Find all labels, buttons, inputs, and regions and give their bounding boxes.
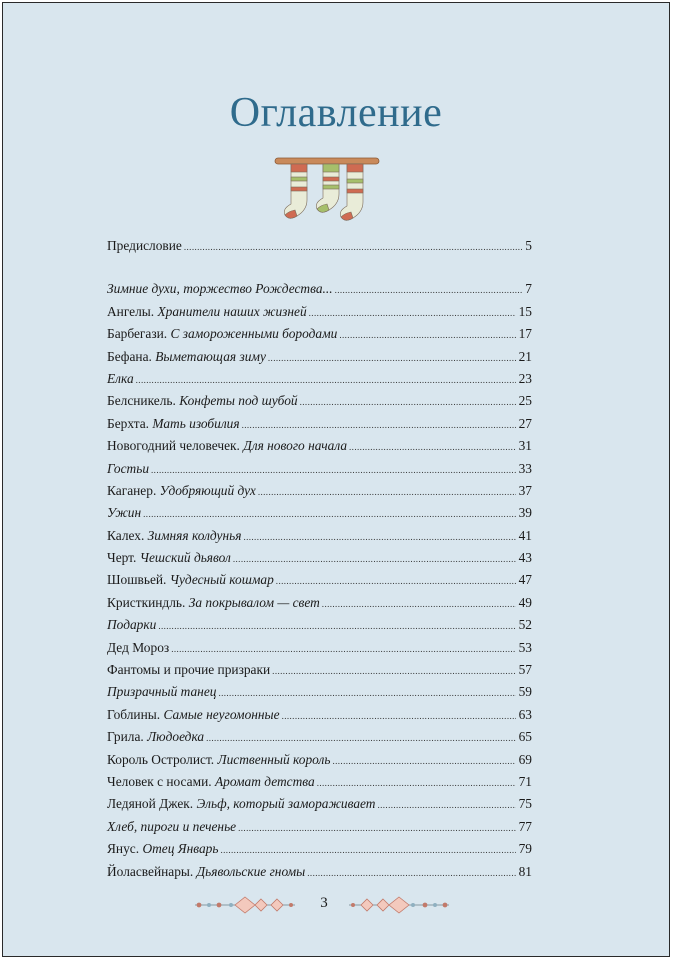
toc-entry-page: 49 [518, 594, 532, 610]
toc-entry-subtitle: Лиственный король [217, 751, 331, 767]
toc-entry-title [107, 547, 231, 569]
dot-leader [335, 278, 523, 301]
toc-entry[interactable] [107, 346, 532, 368]
toc-entry-subtitle: За покрывалом — свет [188, 594, 320, 610]
toc-entry[interactable] [107, 681, 532, 703]
toc-entry-page: 53 [518, 639, 532, 655]
toc-entry-main: Берхта. [107, 415, 149, 431]
toc-entry-title [107, 368, 134, 390]
toc-entry-title [107, 681, 216, 703]
toc-entry-title [107, 637, 169, 659]
toc-entry-title [107, 838, 218, 860]
toc-entry-subtitle: Чудесный кошмар [169, 572, 274, 588]
dot-leader [184, 235, 522, 258]
toc-entry-main: Барбегази. [107, 326, 168, 342]
toc-entry-page: 59 [518, 684, 532, 700]
toc-entry-title [107, 480, 256, 502]
christmas-socks-icon [273, 155, 381, 227]
toc-entry-subtitle: Выметающая зиму [155, 348, 266, 364]
toc-entry[interactable] [107, 390, 532, 412]
toc-entry-title [107, 861, 305, 883]
toc-entry-main: Гостьи [107, 460, 150, 476]
beaded-ornament-icon [193, 895, 297, 915]
toc-entry-title [107, 525, 241, 547]
toc-entry[interactable] [107, 502, 532, 524]
toc-entry-title [107, 569, 274, 591]
toc-entry-title [107, 704, 280, 726]
toc-entry-title [107, 771, 315, 793]
toc-entry[interactable] [107, 816, 532, 838]
dot-leader [220, 838, 515, 861]
toc-entry-main: Новогодний человечек. [107, 438, 240, 454]
toc-entry[interactable] [107, 793, 532, 815]
toc-entry-subtitle: С замороженными бородами [170, 326, 338, 342]
toc-entry[interactable] [107, 659, 532, 681]
page-footer [3, 891, 669, 919]
toc-entry[interactable] [107, 435, 532, 457]
dot-leader [218, 681, 515, 704]
toc-entry-main: Кристкиндль. [107, 594, 186, 610]
toc-entry-subtitle: Удобряющий дух [159, 482, 256, 498]
toc-entry-subtitle: Эльф, который замораживает [196, 796, 376, 812]
toc-entry-main: Ледяной Джек. [107, 796, 194, 812]
dot-leader [206, 726, 516, 749]
dot-leader [276, 569, 516, 592]
toc-entry-subtitle: Аромат детства [214, 773, 315, 789]
toc-entry-subtitle: Самые неугомонные [163, 706, 280, 722]
toc-entry-title [107, 793, 375, 815]
toc-entry-main: Белсникель. [107, 393, 176, 409]
toc-entry[interactable] [107, 480, 532, 502]
dot-leader [322, 592, 516, 615]
toc-entry-page: 63 [518, 706, 532, 722]
dot-leader [339, 323, 515, 346]
toc-entry-main: Предисловие [107, 238, 182, 253]
toc-entry[interactable] [107, 278, 532, 300]
toc-entry-page: 47 [518, 572, 532, 588]
toc-entry-subtitle: Людоедка [147, 729, 205, 745]
toc-entry-title [107, 323, 337, 345]
toc-entry-title [107, 278, 333, 300]
toc-entry[interactable] [107, 547, 532, 569]
toc-entry[interactable] [107, 569, 532, 591]
dot-leader [143, 502, 515, 525]
table-of-contents [107, 235, 532, 883]
toc-entry-title [107, 413, 240, 435]
toc-entry[interactable] [107, 861, 532, 883]
dot-leader [272, 659, 515, 682]
toc-entry-title [107, 816, 236, 838]
toc-entry-page: 23 [518, 370, 532, 386]
toc-entry-page: 27 [518, 415, 532, 431]
dot-leader [158, 614, 515, 637]
toc-entry-subtitle: Для нового начала [243, 438, 348, 454]
dot-leader [307, 861, 515, 884]
toc-entry-page: 52 [518, 617, 532, 633]
toc-entry-subtitle: Хранители наших жизней [157, 303, 307, 319]
toc-entry-main: Гоблины. [107, 706, 161, 722]
beaded-ornament-icon [347, 895, 451, 915]
toc-entry-title [107, 301, 307, 323]
toc-entry-page: 39 [518, 505, 532, 521]
toc-entry-main: Дед Мороз [107, 639, 170, 655]
toc-entry-page: 71 [518, 773, 532, 789]
dot-leader [317, 771, 516, 794]
toc-entry-title [107, 435, 347, 457]
toc-entry[interactable] [107, 525, 532, 547]
toc-entry-page: 77 [518, 818, 532, 834]
toc-entry[interactable] [107, 614, 532, 636]
toc-entry[interactable] [107, 838, 532, 860]
toc-entry-page: 81 [518, 863, 532, 879]
page-title: Оглавление [229, 90, 443, 136]
toc-entry-page: 15 [518, 303, 532, 319]
toc-entry-subtitle: Мать изобилия [152, 415, 240, 431]
dot-leader [258, 480, 516, 503]
dot-leader [377, 793, 515, 816]
toc-entry-title [107, 346, 266, 368]
toc-entry-title [107, 458, 149, 480]
dot-leader [242, 413, 516, 436]
toc-entry-main: Йоласвейнары. [107, 863, 194, 879]
toc-entry-title [107, 235, 182, 257]
dot-leader [238, 816, 515, 839]
toc-entry[interactable] [107, 368, 532, 390]
toc-entry[interactable] [107, 749, 532, 771]
toc-entry-main: Черт. [107, 550, 137, 566]
toc-entry-main: Каганер. [107, 482, 157, 498]
toc-entry-subtitle: Дьявольские гномы [196, 863, 306, 879]
dot-leader [309, 301, 516, 324]
toc-entry-main: Подарки [107, 617, 157, 633]
toc-entry[interactable] [107, 323, 532, 345]
toc-entry-page: 5 [525, 238, 532, 253]
toc-entry-main: Шошвьей. [107, 572, 167, 588]
dot-leader [349, 435, 516, 458]
toc-entry-title [107, 592, 320, 614]
dot-leader [171, 637, 515, 660]
dot-leader [243, 525, 515, 548]
toc-entry-page: 25 [518, 393, 532, 409]
toc-entry-main: Человек с носами. [107, 773, 212, 789]
toc-entry[interactable] [107, 301, 532, 323]
toc-entry[interactable] [107, 592, 532, 614]
toc-entry-subtitle: Отец Январь [142, 841, 219, 857]
toc-entry-main: Елка [107, 370, 134, 386]
toc-entry-page: 75 [518, 796, 532, 812]
toc-entry[interactable] [107, 235, 532, 257]
page-number: 3 [320, 895, 328, 911]
toc-entry[interactable] [107, 413, 532, 435]
toc-entry-subtitle: Зимняя колдунья [147, 527, 242, 543]
toc-entry-main: Фантомы и прочие призраки [107, 662, 271, 678]
toc-entry-main: Король Остролист. [107, 751, 215, 767]
toc-entry-page: 33 [518, 460, 532, 476]
toc-entry-main: Хлеб, пироги и печенье [107, 818, 237, 834]
toc-entry-title [107, 502, 141, 524]
toc-entry-page: 69 [518, 751, 532, 767]
toc-entry[interactable] [107, 726, 532, 748]
toc-entry-page: 65 [518, 729, 532, 745]
toc-entry[interactable] [107, 458, 532, 480]
dot-leader [233, 547, 516, 570]
dot-leader [136, 368, 516, 391]
toc-entry[interactable] [107, 771, 532, 793]
toc-entry-title [107, 749, 330, 771]
toc-entry-title [107, 659, 270, 681]
toc-entry-main: Ангелы. [107, 303, 155, 319]
dot-leader [268, 346, 516, 369]
dot-leader [151, 458, 516, 481]
dot-leader [332, 749, 515, 772]
toc-entry-subtitle: Чешский дьявол [139, 550, 231, 566]
toc-entry-page: 17 [518, 326, 532, 342]
toc-entry-main: Ужин [107, 505, 142, 521]
toc-entry-title [107, 726, 204, 748]
toc-entry-main: Призрачный танец [107, 684, 217, 700]
toc-entry-title [107, 390, 298, 412]
toc-entry-page: 57 [518, 662, 532, 678]
toc-entry-page: 37 [518, 482, 532, 498]
toc-entry-page: 21 [518, 348, 532, 364]
toc-entry-subtitle: Конфеты под шубой [179, 393, 298, 409]
toc-entry-page: 7 [525, 281, 532, 297]
dot-leader [282, 704, 516, 727]
toc-entry-main: Янус. [107, 841, 140, 857]
toc-entry-main: Калех. [107, 527, 145, 543]
toc-entry-page: 31 [518, 438, 532, 454]
toc-entry[interactable] [107, 637, 532, 659]
book-page [2, 2, 670, 957]
toc-entry[interactable] [107, 704, 532, 726]
dot-leader [300, 390, 516, 413]
toc-entry-main: Зимние духи, торжество Рождества... [107, 281, 333, 297]
toc-entry-title [107, 614, 156, 636]
toc-entry-page: 79 [518, 841, 532, 857]
toc-entry-main: Бефана. [107, 348, 152, 364]
toc-entry-main: Грила. [107, 729, 144, 745]
toc-entry-page: 43 [518, 550, 532, 566]
toc-entry-page: 41 [518, 527, 532, 543]
